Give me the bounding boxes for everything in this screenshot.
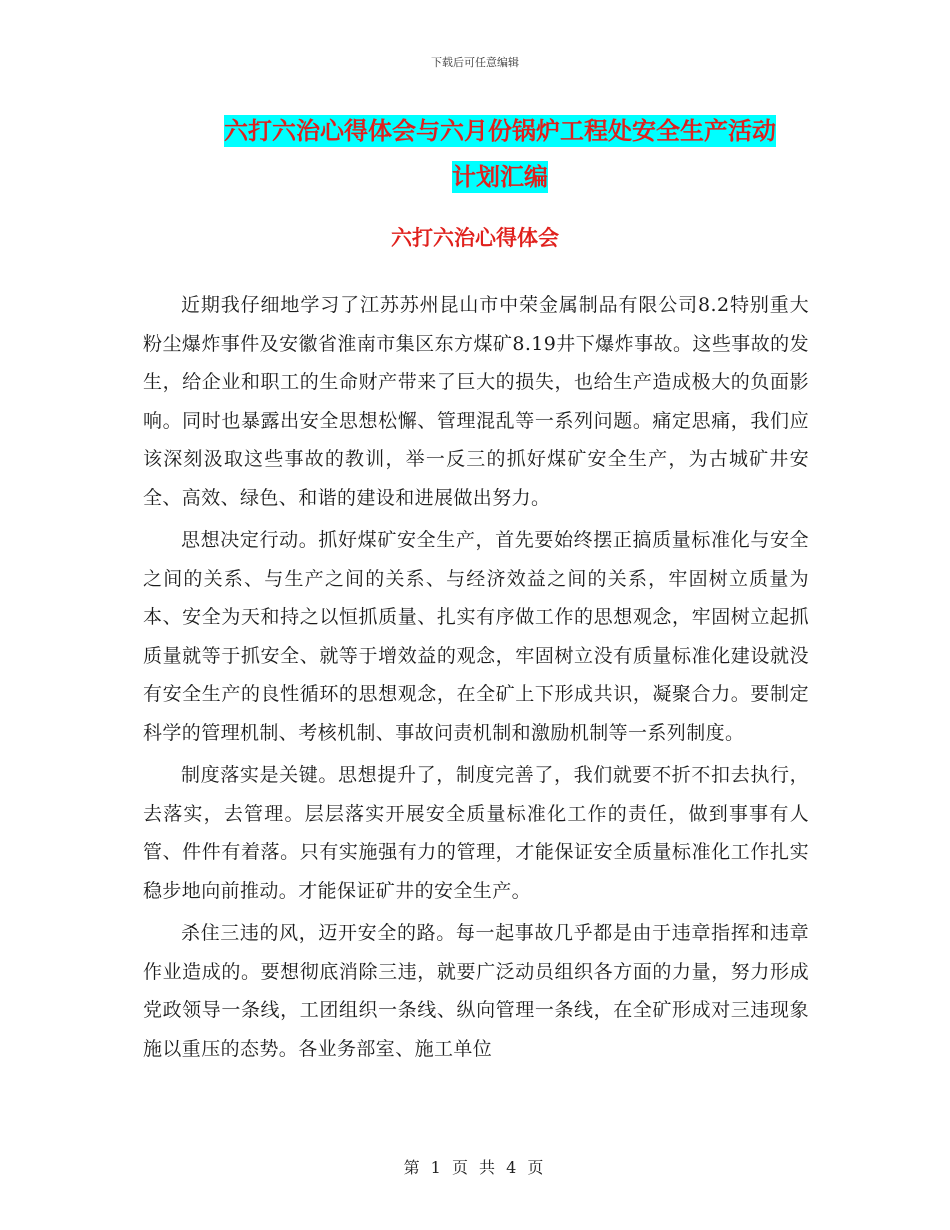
document-title [190,108,810,200]
paragraph: 制度落实是关键。思想提升了，制度完善了，我们就要不折不扣去执行，去落实，去管理。层层落实开展安全质量标准化工作的责任，做到事事有人管、件件有着落。只有实施强有力的管理，才能保证安全质量标准化工作扎实稳步地向前推动。才能保证矿井的安全生产。 [143,764,809,902]
paragraph: 杀住三违的风，迈开安全的路。每一起事故几乎都是由于违章指挥和违章作业造成的。要想彻底消除三违，就要广泛动员组织各方面的力量，努力形成党政领导一条线，工团组织一条线、纵向管理一条线，在全矿形成对三违现象施以重压的态势。各业务部室、施工单位 [143,922,809,1060]
paragraph: 近期我仔细地学习了江苏苏州昆山市中荣金属制品有限公司8.2特别重大粉尘爆炸事件及安徽省淮南市集区东方煤矿8.19井下爆炸事故。这些事故的发生，给企业和职工的生命财产带来了巨大的损失，也给生产造成极大的负面影响。同时也暴露出安全思想松懈、管理混乱等一系列问题。痛定思痛，我们应该深刻汲取这些事故的教训，举一反三的抓好煤矿安全生产，为古城矿井安全、高效、绿色、和谐的建设和进展做出努力。 [143,294,809,509]
document-title-line-1: 六打六治心得体会与六月份锅炉工程处安全生产活动 [224,117,776,145]
header-note: 下载后可任意编辑 [431,56,519,69]
section-title: 六打六治心得体会 [391,226,559,250]
document-body [143,286,809,1072]
document-title-line-2: 计划汇编 [452,163,548,191]
paragraph: 思想决定行动。抓好煤矿安全生产，首先要始终摆正搞质量标准化与安全之间的关系、与生产之间的关系、与经济效益之间的关系，牢固树立质量为本、安全为天和持之以恒抓质量、扎实有序做工作的思想观念，牢固树立起抓质量就等于抓安全、就等于增效益的观念，牢固树立没有质量标准化建设就没有安全生产的良性循环的思想观念，在全矿上下形成共识，凝聚合力。要制定科学的管理机制、考核机制、事故问责机制和激励机制等一系列制度。 [143,529,809,744]
page-number-footer: 第 1 页 共 4 页 [403,1158,547,1177]
